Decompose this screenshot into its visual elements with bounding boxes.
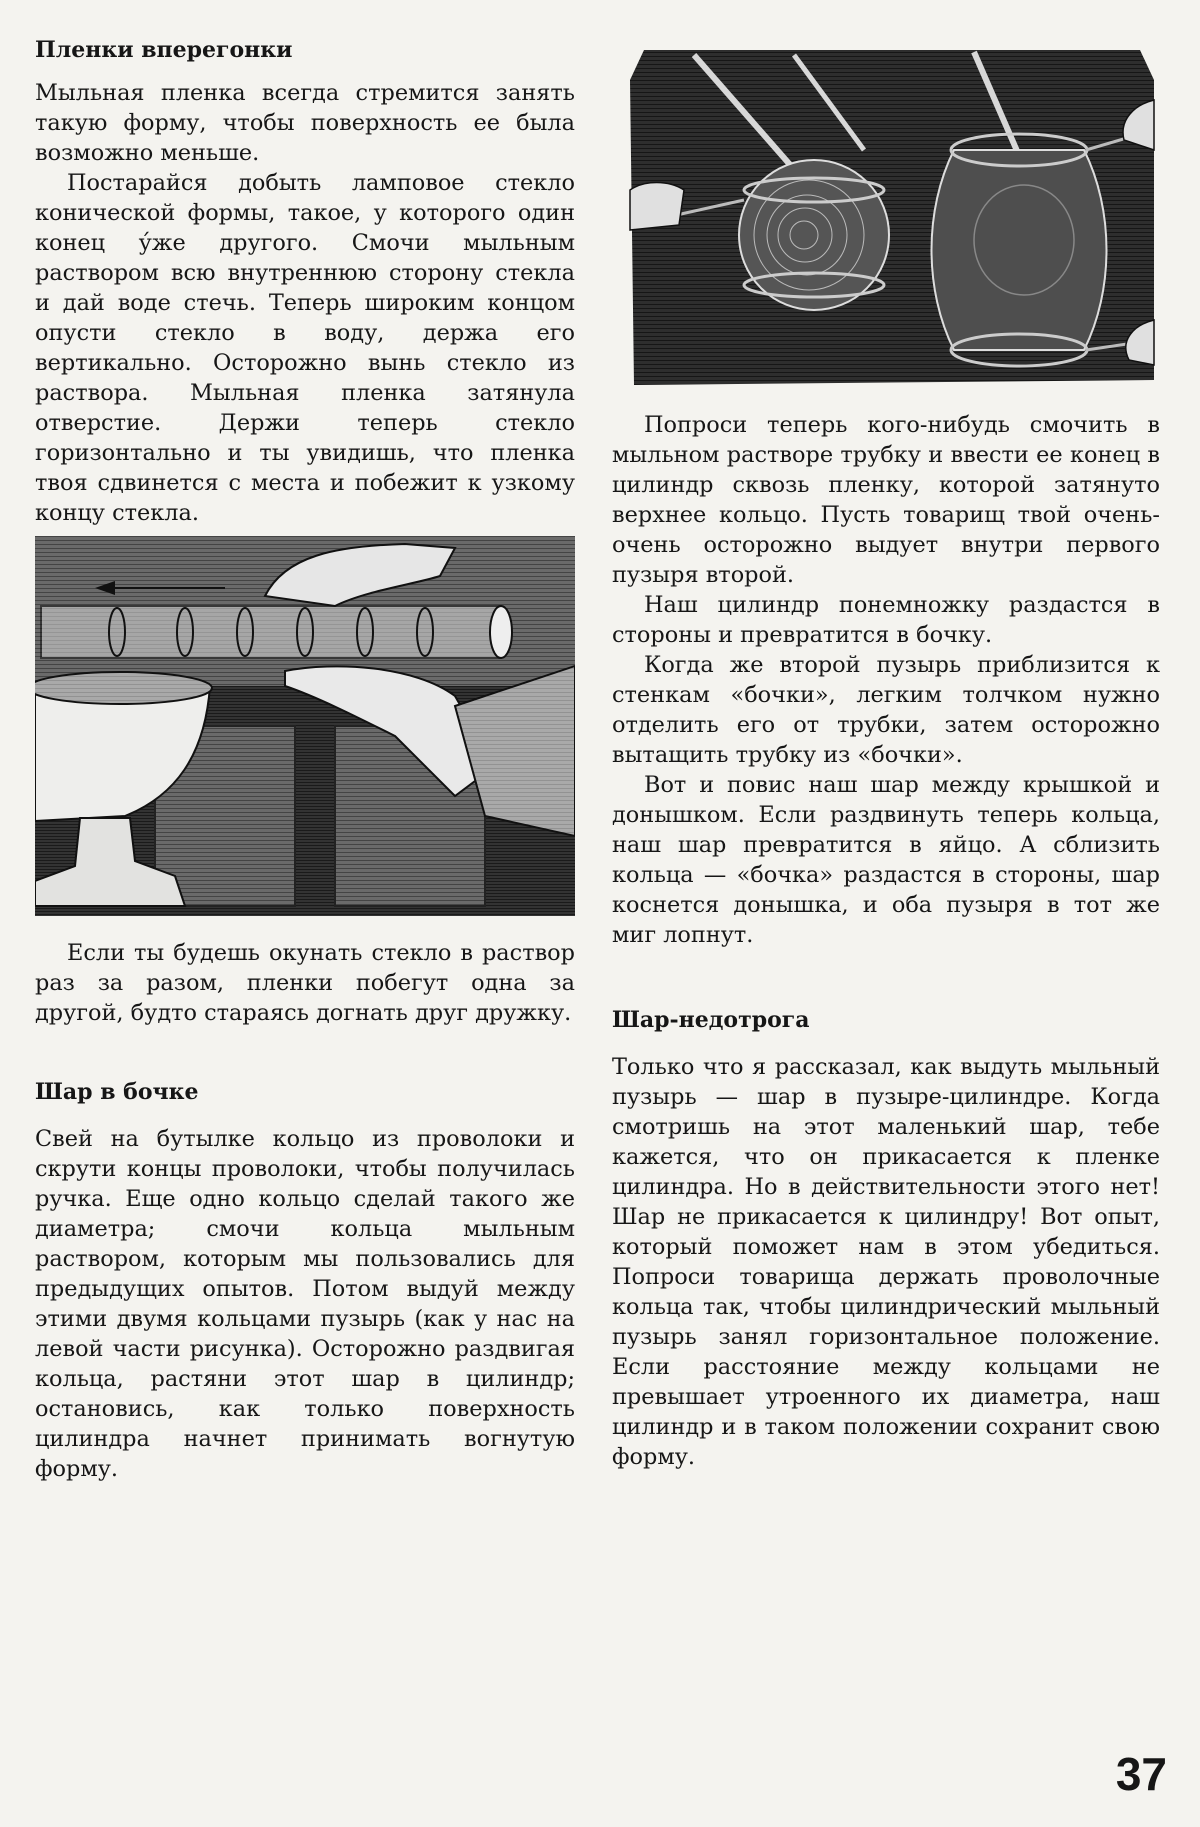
paragraph: Наш цилиндр понемножку раздастся в стороны и превратится в бочку. (612, 592, 1160, 648)
section-films-top (35, 36, 575, 528)
paragraph: Свей на бутылке кольцо из проволоки и скрути концы проволоки, чтобы получилась ручка. Еще одно кольцо сделай такого же диаметра; смочи кольца мыльным раствором, которым мы пользовались для предыдущих опытов. Потом выдуй между этими двумя кольцами пузырь (как у нас на левой части рисунка). Осторожно раздвигая кольца, растяни этот шар в цилиндр; остановись, как только поверхность цилиндра начнет принимать вогнутую форму. (35, 1126, 575, 1482)
page-number: 37 (1115, 1748, 1167, 1800)
paragraph: Мыльная пленка всегда стремится занять такую форму, чтобы поверхность ее была возможно меньше. (35, 80, 575, 166)
section-films-bottom (35, 938, 575, 1028)
paragraph: Только что я рассказал, как выдуть мыльный пузырь — шар в пузыре-цилиндре. Когда смотришь на этот маленький шар, тебе кажется, что он прикасается к пленке цилиндра. Но в действительности этого нет! Шар не прикасается к цилиндру! Вот опыт, который поможет нам в этом убедиться. Попроси товарища держать проволочные кольца так, чтобы цилиндрический мыльный пузырь занял горизонтальное положение. Если расстояние между кольцами не превышает утроенного их диаметра, наш цилиндр и в таком положении сохранит свою форму. (612, 1054, 1160, 1470)
section-barrel-continued (612, 410, 1160, 950)
paragraph: Вот и повис наш шар между крышкой и донышком. Если раздвинуть теперь кольца, наш шар превратится в яйцо. А сблизить кольца — «бочка» раздастся в стороны, шар коснется донышка, и оба пузыря в тот же миг лопнут. (612, 772, 1160, 948)
paragraph: Постарайся добыть ламповое стекло конической формы, такое, у которого один конец у́же другого. Смочи мыльным раствором всю внутреннюю сторону стекла и дай воде стечь. Теперь широким концом опусти стекло в воду, держа его вертикально. Осторожно вынь стекло из раствора. Мыльная пленка затянула отверстие. Держи теперь стекло горизонтально и ты увидишь, что пленка твоя сдвинется с места и побежит к узкому концу стекла. (35, 170, 575, 526)
section-title-films: Пленки вперегонки (35, 37, 293, 63)
paragraph: Когда же второй пузырь приблизится к стенкам «бочки», легким толчком нужно отделить его от трубки, затем осторожно вытащить трубку из «бочки». (612, 652, 1160, 768)
section-touchme (612, 1006, 1160, 1472)
illustration-glass-tube (35, 536, 575, 916)
section-title-touchme: Шар-недотрога (612, 1007, 810, 1033)
illustration-bubble-rings (624, 40, 1160, 400)
section-barrel (35, 1078, 575, 1484)
paragraph: Если ты будешь окунать стекло в раствор раз за разом, пленки побегут одна за другой, будто стараясь догнать друг дружку. (35, 940, 575, 1026)
paragraph: Попроси теперь кого-нибудь смочить в мыльном растворе трубку и ввести ее конец в цилиндр сквозь пленку, которой затянуто верхнее кольцо. Пусть товарищ твой очень-очень осторожно выдует внутри первого пузыря второй. (612, 412, 1160, 588)
section-title-barrel: Шар в бочке (35, 1079, 199, 1105)
